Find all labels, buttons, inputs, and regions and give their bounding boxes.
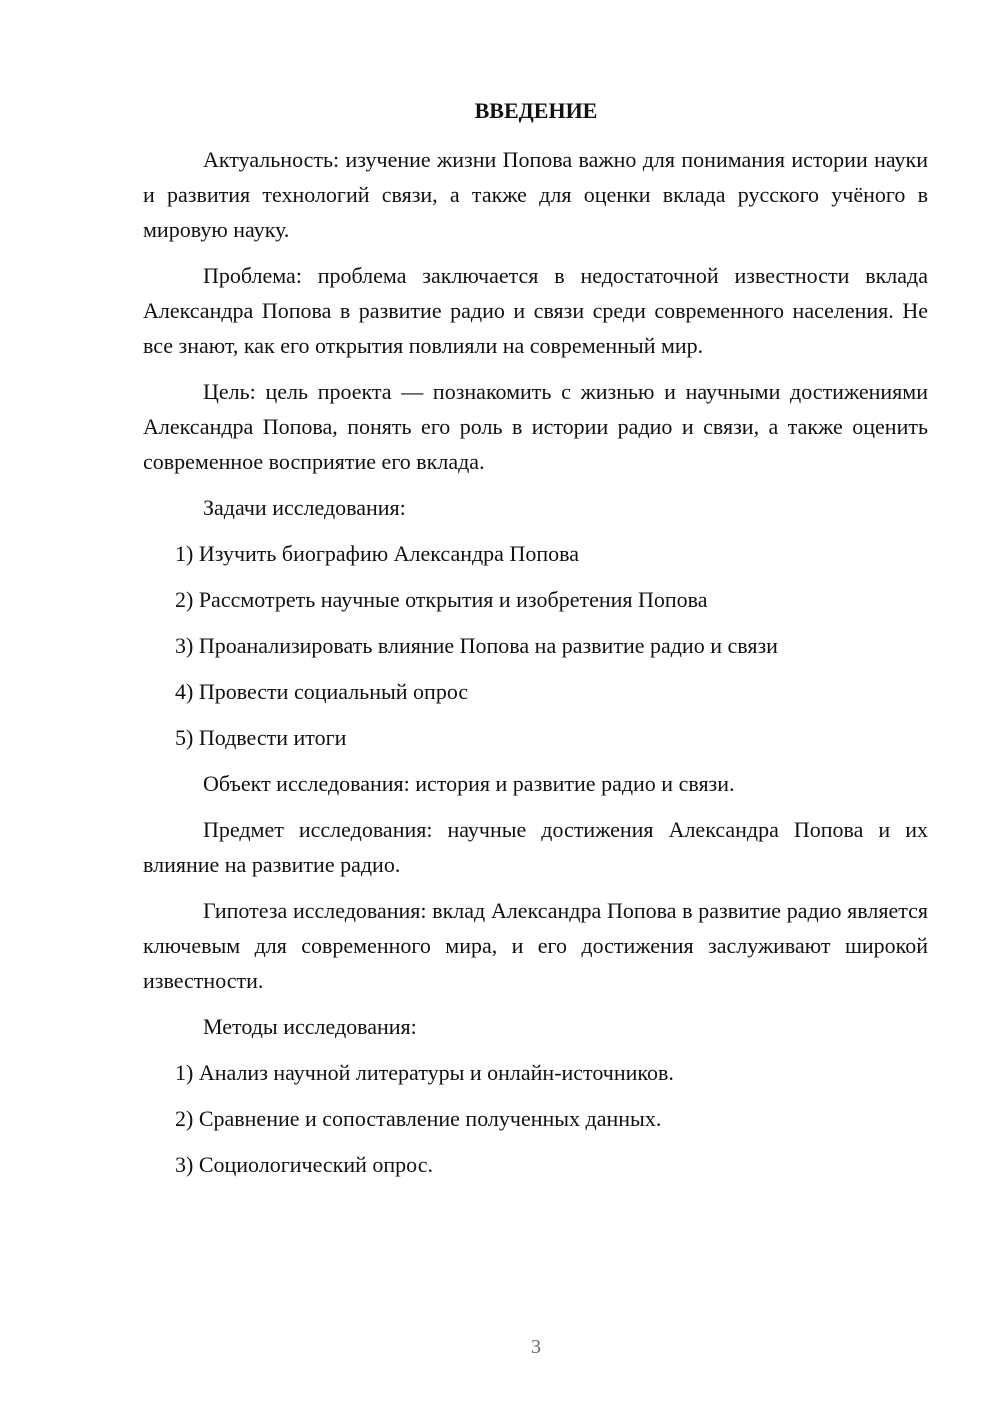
tasks-heading: Задачи исследования: — [203, 495, 406, 520]
document-body — [143, 142, 928, 1193]
problem-paragraph: Проблема: проблема заключается в недостаточной известности вклада Александра Попова в развитие радио и связи среди современного населения. Не все знают, как его открытия повлияли на современный мир. — [143, 263, 928, 358]
methods-list — [143, 1055, 928, 1182]
method-item: 2) Сравнение и сопоставление полученных данных. — [175, 1106, 662, 1131]
method-item: 3) Социологический опрос. — [175, 1152, 433, 1177]
hypothesis-paragraph: Гипотеза исследования: вклад Александра Попова в развитие радио является ключевым для современного мира, и его достижения заслуживают широкой известности. — [143, 898, 928, 993]
object-paragraph: Объект исследования: история и развитие радио и связи. — [203, 771, 735, 796]
page-number: 3 — [531, 1336, 541, 1358]
task-item: 5) Подвести итоги — [175, 725, 347, 750]
relevance-paragraph: Актуальность: изучение жизни Попова важно для понимания истории науки и развития технологий связи, а также для оценки вклада русского учёного в мировую науку. — [143, 147, 928, 242]
task-item: 3) Проанализировать влияние Попова на развитие радио и связи — [175, 633, 778, 658]
task-item: 1) Изучить биографию Александра Попова — [175, 541, 579, 566]
task-item: 2) Рассмотреть научные открытия и изобретения Попова — [175, 587, 708, 612]
method-item: 1) Анализ научной литературы и онлайн-источников. — [175, 1060, 674, 1085]
methods-heading: Методы исследования: — [203, 1014, 417, 1039]
goal-paragraph: Цель: цель проекта — познакомить с жизнью и научными достижениями Александра Попова, понять его роль в истории радио и связи, а также оценить современное восприятие его вклада. — [143, 379, 928, 474]
task-item: 4) Провести социальный опрос — [175, 679, 469, 704]
subject-paragraph: Предмет исследования: научные достижения Александра Попова и их влияние на развитие радио. — [143, 817, 928, 877]
tasks-list — [143, 536, 928, 755]
section-title: ВВЕДЕНИЕ — [474, 98, 598, 123]
